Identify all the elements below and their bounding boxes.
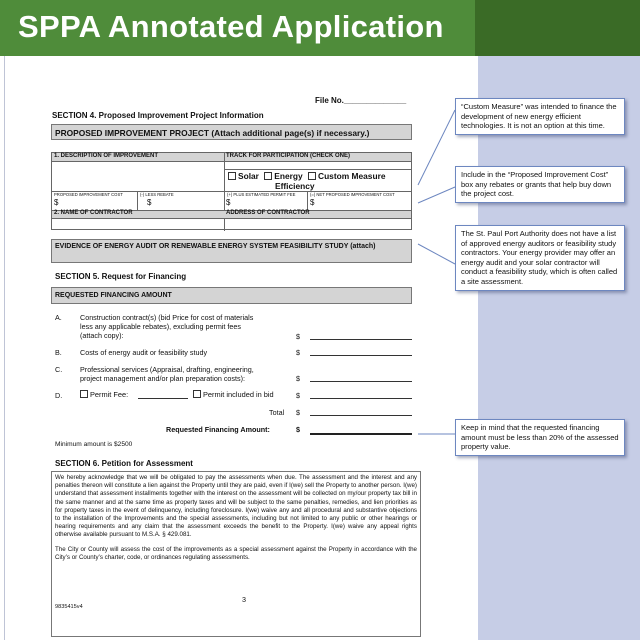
permit-included-option: [193, 390, 274, 399]
row-d-amount-field[interactable]: [310, 398, 412, 399]
permit-fee-checkbox[interactable]: [80, 390, 88, 398]
energy-label: Energy: [274, 171, 303, 181]
requested-amount-label: Requested Financing Amount:: [166, 425, 270, 434]
permit-fee-option: Permit Fee:: [90, 390, 129, 399]
permit-included-label: Permit included in bid: [203, 390, 274, 399]
callout-custom-measure: “Custom Measure” was intended to finance the development of new energy efficient technologies. It is not an option at this time.: [455, 98, 625, 135]
row-a-line2: less any applicable rebates), excluding permit fees: [80, 322, 242, 331]
contractor-address-label: ADDRESS OF CONTRACTOR: [226, 210, 310, 216]
row-b-dollar: $: [296, 348, 300, 357]
file-number: File No.______________: [315, 96, 407, 105]
petition-paragraph-1: We hereby acknowledge that we will be obligated to pay the assessments when due. The assessment and the interest and any penalties thereon will constitute a lien against the Property until they are paid, even if I(we) sell the Property to another person. I(we) understand that assessment installments together with the interest on the assessment will be collected on my/our property tax bill in the same manner and at the same time as property taxes and will be subject to the same penalties, remedies, and lien priorities as for property taxes in the event of delinquency, including foreclosure. I(we) waive any and all procedural and substantive objections to the installation of the Improvements and the special assessments, including but not limited to any public or other hearings or hearing requirements and any claim that the assessment exceeds the benefit to the Property. I(we) waive any appeal rights otherwise available pursuant to M.S.A. § 429.081.: [55, 474, 417, 539]
row-c-line1: Professional services (Appraisal, drafting, engineering,: [80, 365, 254, 374]
net-cost-field[interactable]: $: [310, 198, 315, 207]
row-c-dollar: $: [296, 374, 300, 383]
permit-fee-amount-field[interactable]: [138, 398, 188, 399]
requested-dollar: $: [296, 425, 300, 434]
track-options: [228, 171, 386, 181]
page-number: 3: [242, 595, 246, 604]
row-c-text: [80, 365, 254, 383]
custom-measure-label: Custom Measure: [318, 171, 386, 181]
annotation-side-band: [478, 56, 640, 640]
total-dollar: $: [296, 408, 300, 417]
row-a-line1: Construction contract(s) (bid Price for cost of materials: [80, 313, 254, 322]
callout-rebates: Include in the “Proposed Improvement Cost” box any rebates or grants that help buy down the project cost.: [455, 166, 625, 203]
less-rebate-label: (-) LESS REBATE: [140, 192, 174, 197]
section4-heading: SECTION 4. Proposed Improvement Project Information: [52, 111, 264, 120]
contractor-name-field[interactable]: [53, 220, 223, 229]
petition-text-box: [51, 471, 421, 637]
callout-auditors: The St. Paul Port Authority does not have a list of approved energy auditors or feasibility study contractors. Your energy provider may offer an energy audit and your solar contractor will conduct a feasibility study, which is often called a site assessment.: [455, 225, 625, 291]
permit-included-checkbox[interactable]: [193, 390, 201, 398]
improvement-cost-field[interactable]: $: [54, 198, 59, 207]
net-cost-label: (=) NET PROPOSED IMPROVEMENT COST: [310, 192, 395, 197]
section5-heading: SECTION 5. Request for Financing: [55, 272, 187, 281]
total-amount-field[interactable]: [310, 415, 412, 416]
cost-divider-1: [137, 191, 138, 210]
less-rebate-field[interactable]: $: [147, 198, 152, 207]
section6-heading: SECTION 6. Petition for Assessment: [55, 459, 193, 468]
row-d-letter: D.: [55, 391, 63, 400]
row-c-line2: project management and/or plan preparation costs):: [80, 374, 246, 383]
row-d-text: [80, 390, 128, 399]
project-table: [51, 152, 412, 230]
table-divider: [224, 153, 225, 231]
cost-divider-3: [307, 191, 308, 210]
row-a-text: [80, 313, 253, 340]
description-field[interactable]: [53, 163, 223, 188]
improvement-cost-label: PROPOSED IMPROVEMENT COST: [54, 192, 123, 197]
row-b-text: Costs of energy audit or feasibility study: [80, 348, 208, 357]
row-a-amount-field[interactable]: [310, 339, 412, 340]
row-a-letter: A.: [55, 313, 62, 322]
callout-financing: Keep in mind that the requested financing amount must be less than 20% of the assessed property value.: [455, 419, 625, 456]
page-title: SPPA Annotated Application: [18, 9, 444, 44]
row-b-amount-field[interactable]: [310, 355, 412, 356]
financing-bar: REQUESTED FINANCING AMOUNT: [51, 287, 412, 304]
evidence-bar: EVIDENCE OF ENERGY AUDIT OR RENEWABLE ENERGY SYSTEM FEASIBILITY STUDY (attach): [51, 239, 412, 263]
permit-fee-label: (+) PLUS ESTIMATED PERMIT FEE: [227, 192, 296, 197]
row-a-line3: (attach copy):: [80, 331, 124, 340]
permit-fee-field[interactable]: $: [226, 198, 231, 207]
solar-checkbox[interactable]: [228, 172, 236, 180]
row-d-dollar: $: [296, 391, 300, 400]
application-page: [0, 56, 478, 640]
row-b-letter: B.: [55, 348, 62, 357]
total-label: Total: [269, 408, 285, 417]
row-c-letter: C.: [55, 365, 63, 374]
minimum-amount-note: Minimum amount is $2500: [55, 441, 133, 448]
track-header: TRACK FOR PARTICIPATION (CHECK ONE): [226, 153, 350, 159]
track-row-line: [224, 169, 411, 170]
banner-accent: [475, 0, 640, 56]
efficiency-label: Efficiency: [275, 181, 315, 191]
solar-label: Solar: [238, 171, 259, 181]
document-id: 9835415v4: [55, 604, 83, 610]
proposed-project-bar: PROPOSED IMPROVEMENT PROJECT (Attach additional page(s) if necessary.): [51, 124, 412, 140]
custom-measure-checkbox[interactable]: [308, 172, 316, 180]
energy-checkbox[interactable]: [264, 172, 272, 180]
row-c-amount-field[interactable]: [310, 381, 412, 382]
petition-paragraph-2: The City or County will assess the cost of the improvements as a special assessment against the Property in accordance with the City’s or County’s charter, code, or ordinances regulating assessments.: [55, 545, 417, 561]
contractor-address-field[interactable]: [226, 220, 410, 229]
contractor-name-label: 2. NAME OF CONTRACTOR: [54, 210, 133, 216]
description-header: 1. DESCRIPTION OF IMPROVEMENT: [54, 153, 159, 159]
row-a-dollar: $: [296, 332, 300, 341]
requested-amount-field[interactable]: [310, 433, 412, 435]
